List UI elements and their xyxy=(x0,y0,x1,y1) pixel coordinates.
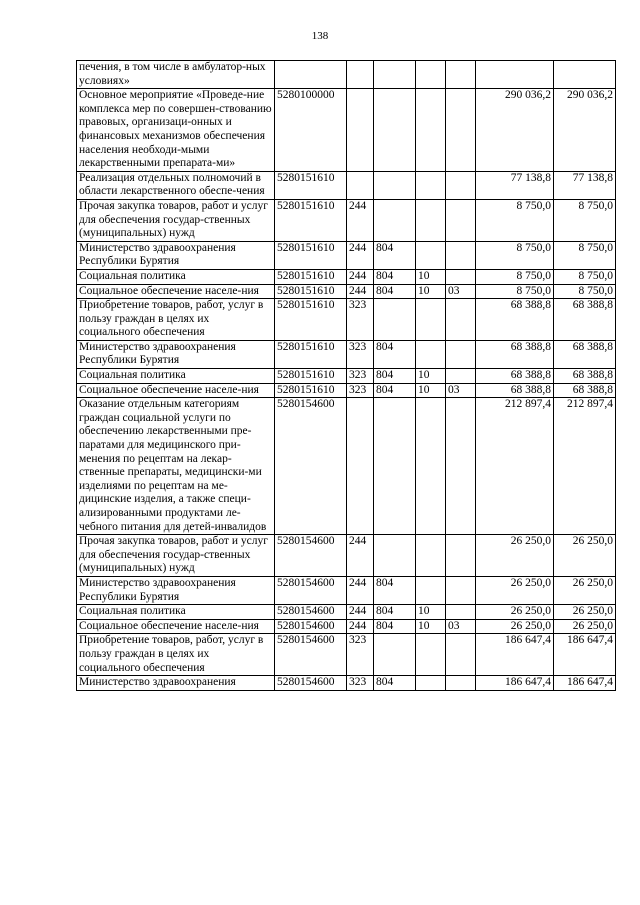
subsection-cell: 03 xyxy=(446,383,476,398)
row-name-cell: Основное мероприятие «Проведе-ние комплекса мер по совершен-ствованию правовых, организаци-онных и финансовых механизмов обеспечения населения необходи-мыми лекарственными препарата-ми» xyxy=(77,89,275,172)
amount-cell: 8 750,0 xyxy=(476,284,554,299)
subsection-cell xyxy=(446,634,476,676)
section-cell xyxy=(416,634,446,676)
amount-cell: 68 388,8 xyxy=(554,340,616,368)
ministry-code-cell: 804 xyxy=(374,284,416,299)
table-row xyxy=(77,89,616,172)
subsection-cell xyxy=(446,576,476,604)
target-article-cell: 5280151610 xyxy=(275,369,347,384)
table-row xyxy=(77,619,616,634)
amount-cell: 68 388,8 xyxy=(476,369,554,384)
section-cell: 10 xyxy=(416,284,446,299)
table-row xyxy=(77,369,616,384)
amount-cell: 26 250,0 xyxy=(554,605,616,620)
target-article-cell: 5280154600 xyxy=(275,535,347,577)
expense-type-cell: 244 xyxy=(347,284,374,299)
expense-type-cell: 244 xyxy=(347,269,374,284)
target-article-cell: 5280151610 xyxy=(275,269,347,284)
amount-cell: 26 250,0 xyxy=(476,605,554,620)
amount-cell: 8 750,0 xyxy=(554,199,616,241)
row-name-cell: Социальная политика xyxy=(77,605,275,620)
amount-cell: 8 750,0 xyxy=(554,241,616,269)
target-article-cell: 5280154600 xyxy=(275,398,347,535)
section-cell xyxy=(416,241,446,269)
target-article-cell: 5280154600 xyxy=(275,676,347,691)
ministry-code-cell xyxy=(374,299,416,341)
ministry-code-cell xyxy=(374,535,416,577)
subsection-cell xyxy=(446,340,476,368)
table-row xyxy=(77,676,616,691)
subsection-cell xyxy=(446,535,476,577)
expense-type-cell: 244 xyxy=(347,619,374,634)
ministry-code-cell: 804 xyxy=(374,241,416,269)
section-cell xyxy=(416,676,446,691)
amount-cell: 290 036,2 xyxy=(554,89,616,172)
section-cell xyxy=(416,340,446,368)
target-article-cell: 5280154600 xyxy=(275,619,347,634)
section-cell xyxy=(416,199,446,241)
amount-cell: 68 388,8 xyxy=(476,383,554,398)
amount-cell: 186 647,4 xyxy=(476,676,554,691)
subsection-cell xyxy=(446,676,476,691)
target-article-cell: 5280154600 xyxy=(275,634,347,676)
subsection-cell: 03 xyxy=(446,284,476,299)
subsection-cell xyxy=(446,398,476,535)
amount-cell: 26 250,0 xyxy=(554,619,616,634)
amount-cell xyxy=(554,61,616,89)
section-cell xyxy=(416,398,446,535)
table-row xyxy=(77,398,616,535)
ministry-code-cell: 804 xyxy=(374,576,416,604)
amount-cell: 68 388,8 xyxy=(554,383,616,398)
ministry-code-cell: 804 xyxy=(374,340,416,368)
expense-type-cell: 323 xyxy=(347,634,374,676)
table-row xyxy=(77,284,616,299)
target-article-cell: 5280151610 xyxy=(275,383,347,398)
table-row xyxy=(77,634,616,676)
expense-type-cell: 244 xyxy=(347,605,374,620)
row-name-cell: Министерство здравоохранения Республики Бурятия xyxy=(77,576,275,604)
amount-cell: 26 250,0 xyxy=(476,535,554,577)
expense-type-cell xyxy=(347,171,374,199)
table-row xyxy=(77,241,616,269)
section-cell: 10 xyxy=(416,619,446,634)
target-article-cell: 5280151610 xyxy=(275,171,347,199)
table-row xyxy=(77,171,616,199)
amount-cell: 68 388,8 xyxy=(554,299,616,341)
subsection-cell xyxy=(446,199,476,241)
ministry-code-cell xyxy=(374,398,416,535)
table-row xyxy=(77,576,616,604)
ministry-code-cell xyxy=(374,61,416,89)
amount-cell: 68 388,8 xyxy=(476,299,554,341)
amount-cell: 68 388,8 xyxy=(476,340,554,368)
target-article-cell: 5280154600 xyxy=(275,576,347,604)
section-cell xyxy=(416,576,446,604)
amount-cell: 212 897,4 xyxy=(476,398,554,535)
table-row xyxy=(77,61,616,89)
amount-cell: 26 250,0 xyxy=(554,535,616,577)
ministry-code-cell: 804 xyxy=(374,605,416,620)
row-name-cell: Прочая закупка товаров, работ и услуг для обеспечения государ-ственных (муниципальных) нужд xyxy=(77,199,275,241)
ministry-code-cell xyxy=(374,89,416,172)
row-name-cell: печения, в том числе в амбулатор-ных условиях» xyxy=(77,61,275,89)
expense-type-cell xyxy=(347,398,374,535)
row-name-cell: Социальное обеспечение населе-ния xyxy=(77,619,275,634)
amount-cell: 77 138,8 xyxy=(476,171,554,199)
section-cell xyxy=(416,535,446,577)
ministry-code-cell: 804 xyxy=(374,676,416,691)
expense-type-cell: 323 xyxy=(347,676,374,691)
amount-cell: 212 897,4 xyxy=(554,398,616,535)
budget-table-body xyxy=(77,61,616,691)
section-cell: 10 xyxy=(416,383,446,398)
target-article-cell: 5280100000 xyxy=(275,89,347,172)
subsection-cell xyxy=(446,171,476,199)
subsection-cell xyxy=(446,269,476,284)
row-name-cell: Реализация отдельных полномочий в области лекарственного обеспе-чения xyxy=(77,171,275,199)
subsection-cell: 03 xyxy=(446,619,476,634)
subsection-cell xyxy=(446,241,476,269)
target-article-cell: 5280151610 xyxy=(275,340,347,368)
ministry-code-cell: 804 xyxy=(374,383,416,398)
row-name-cell: Министерство здравоохранения Республики Бурятия xyxy=(77,241,275,269)
amount-cell xyxy=(476,61,554,89)
amount-cell: 26 250,0 xyxy=(554,576,616,604)
expense-type-cell: 244 xyxy=(347,535,374,577)
section-cell xyxy=(416,89,446,172)
section-cell xyxy=(416,171,446,199)
table-row xyxy=(77,269,616,284)
subsection-cell xyxy=(446,89,476,172)
amount-cell: 26 250,0 xyxy=(476,576,554,604)
expense-type-cell: 323 xyxy=(347,299,374,341)
target-article-cell xyxy=(275,61,347,89)
amount-cell: 68 388,8 xyxy=(554,369,616,384)
target-article-cell: 5280151610 xyxy=(275,241,347,269)
ministry-code-cell: 804 xyxy=(374,619,416,634)
ministry-code-cell xyxy=(374,171,416,199)
row-name-cell: Приобретение товаров, работ, услуг в пользу граждан в целях их социального обеспечения xyxy=(77,299,275,341)
target-article-cell: 5280154600 xyxy=(275,605,347,620)
ministry-code-cell xyxy=(374,634,416,676)
section-cell xyxy=(416,299,446,341)
expense-type-cell xyxy=(347,61,374,89)
target-article-cell: 5280151610 xyxy=(275,199,347,241)
table-row xyxy=(77,299,616,341)
amount-cell: 77 138,8 xyxy=(554,171,616,199)
target-article-cell: 5280151610 xyxy=(275,299,347,341)
table-row xyxy=(77,340,616,368)
row-name-cell: Прочая закупка товаров, работ и услуг для обеспечения государ-ственных (муниципальных) нужд xyxy=(77,535,275,577)
subsection-cell xyxy=(446,605,476,620)
section-cell: 10 xyxy=(416,605,446,620)
expense-type-cell xyxy=(347,89,374,172)
table-row xyxy=(77,199,616,241)
row-name-cell: Оказание отдельным категориям граждан социальной услуги по обеспечению лекарственными пре-паратами для медицинского при-менения по рецептам на лекар-ственные препараты, медицински-ми изделиями по рецептам на ме-дицинские изделия, а также специ-ализированными продуктами ле-чебного питания для детей-инвалидов xyxy=(77,398,275,535)
row-name-cell: Социальное обеспечение населе-ния xyxy=(77,383,275,398)
expense-type-cell: 323 xyxy=(347,340,374,368)
amount-cell: 186 647,4 xyxy=(554,676,616,691)
ministry-code-cell xyxy=(374,199,416,241)
table-row xyxy=(77,383,616,398)
amount-cell: 8 750,0 xyxy=(476,269,554,284)
amount-cell: 26 250,0 xyxy=(476,619,554,634)
table-row xyxy=(77,605,616,620)
amount-cell: 8 750,0 xyxy=(476,199,554,241)
row-name-cell: Социальное обеспечение населе-ния xyxy=(77,284,275,299)
amount-cell: 8 750,0 xyxy=(554,269,616,284)
row-name-cell: Министерство здравоохранения Республики Бурятия xyxy=(77,340,275,368)
expense-type-cell: 244 xyxy=(347,576,374,604)
section-cell: 10 xyxy=(416,269,446,284)
row-name-cell: Министерство здравоохранения xyxy=(77,676,275,691)
amount-cell: 8 750,0 xyxy=(554,284,616,299)
budget-table xyxy=(76,60,616,691)
expense-type-cell: 244 xyxy=(347,199,374,241)
row-name-cell: Социальная политика xyxy=(77,369,275,384)
section-cell: 10 xyxy=(416,369,446,384)
table-row xyxy=(77,535,616,577)
subsection-cell xyxy=(446,299,476,341)
row-name-cell: Приобретение товаров, работ, услуг в пользу граждан в целях их социального обеспечения xyxy=(77,634,275,676)
page-number: 138 xyxy=(311,30,329,42)
ministry-code-cell: 804 xyxy=(374,369,416,384)
amount-cell: 290 036,2 xyxy=(476,89,554,172)
amount-cell: 186 647,4 xyxy=(476,634,554,676)
target-article-cell: 5280151610 xyxy=(275,284,347,299)
ministry-code-cell: 804 xyxy=(374,269,416,284)
expense-type-cell: 244 xyxy=(347,241,374,269)
row-name-cell: Социальная политика xyxy=(77,269,275,284)
expense-type-cell: 323 xyxy=(347,383,374,398)
expense-type-cell: 323 xyxy=(347,369,374,384)
subsection-cell xyxy=(446,61,476,89)
amount-cell: 186 647,4 xyxy=(554,634,616,676)
subsection-cell xyxy=(446,369,476,384)
amount-cell: 8 750,0 xyxy=(476,241,554,269)
section-cell xyxy=(416,61,446,89)
